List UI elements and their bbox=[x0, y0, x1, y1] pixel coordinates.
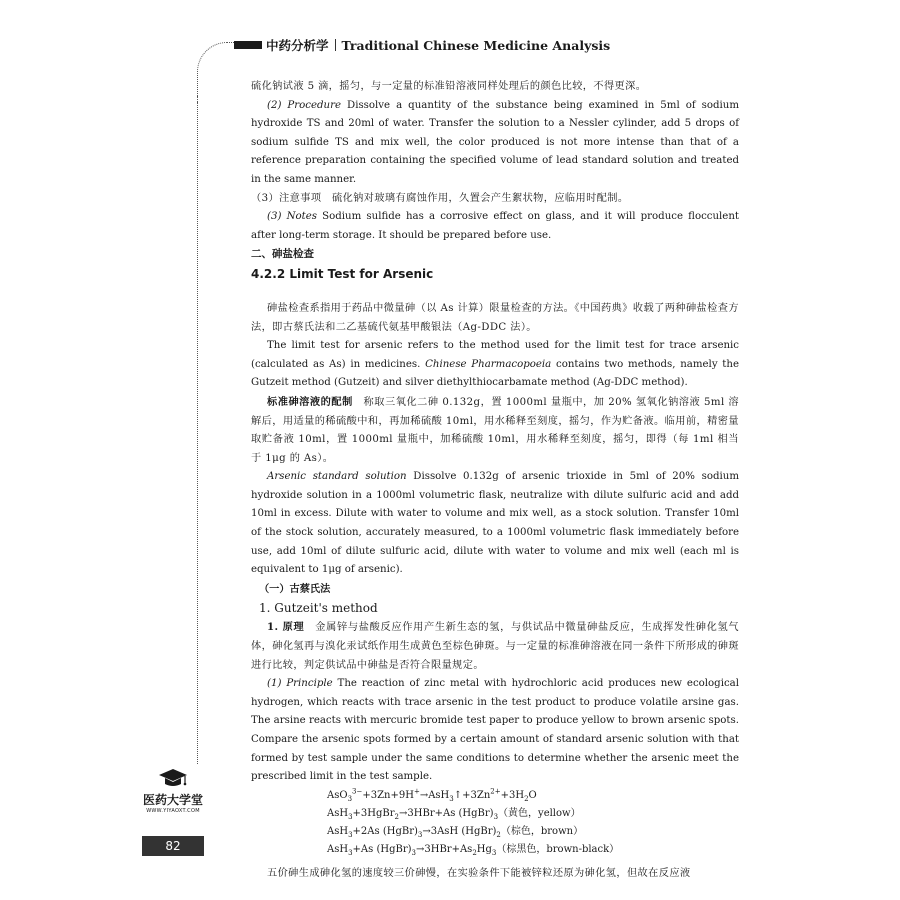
header-ornament-curve bbox=[197, 42, 238, 103]
standard-solution-label-en: Arsenic standard solution bbox=[267, 471, 407, 483]
reaction-equation-2: AsH$_3$+3HgBr$_2$→3HBr+As $(HgBr)_3$（黄色，yellow） bbox=[327, 807, 581, 821]
paragraph-notes-en bbox=[251, 208, 739, 245]
principle-label-en: (1) Principle bbox=[267, 678, 333, 690]
reaction-equation-3: AsH$_3$+2As $(HgBr)_3\to 3AsH$ $(HgBr)_2$（棕色，brown） bbox=[327, 825, 584, 839]
running-header bbox=[266, 36, 610, 54]
paragraph-standard-solution-en bbox=[251, 468, 739, 580]
equation-3-note: （棕色，brown） bbox=[500, 825, 584, 837]
header-bar-marker bbox=[234, 41, 262, 49]
pharmacopoeia-title: Chinese Pharmacopoeia bbox=[425, 358, 552, 370]
subsection-heading-zh: （一）古蔡氏法 bbox=[259, 582, 331, 595]
principle-label-zh: 1. 原理 bbox=[267, 621, 305, 634]
section-heading-zh: 二、砷盐检查 bbox=[251, 248, 314, 261]
running-header-zh: 中药分析学 bbox=[266, 38, 329, 53]
standard-solution-text-zh: 称取三氧化二砷 0.132g，置 1000ml 量瓶中，加 20% 氢氧化钠溶液 5ml 溶解后，用适量的稀硫酸中和，再加稀硫酸 10ml，用水稀释至刻度，摇匀，作为贮备液。临用前，精密量取贮备液 10ml，置 1000ml 量瓶中，加稀硫酸 10ml，用水稀释至刻度，摇匀，即得（每 1ml 相当于 1μg 的 As）。 bbox=[251, 396, 739, 464]
page-number: 82 bbox=[142, 836, 204, 856]
paragraph-principle-en bbox=[251, 675, 739, 787]
standard-solution-label-zh: 标准砷溶液的配制 bbox=[267, 395, 353, 408]
margin-dotted-line bbox=[197, 96, 198, 764]
paragraph-pentavalent-arsenic: 五价砷生成砷化氢的速度较三价砷慢，在实验条件下能被锌粒还原为砷化氢，但故在反应液 bbox=[267, 867, 691, 879]
section-heading-en: 4.2.2 Limit Test for Arsenic bbox=[251, 266, 434, 281]
header-separator bbox=[335, 39, 336, 51]
paragraph-procedure bbox=[251, 97, 739, 190]
section-spacer bbox=[251, 284, 739, 300]
paragraph-standard-solution-zh bbox=[251, 393, 739, 468]
body-text bbox=[251, 78, 739, 883]
logo-text: 医药大学堂 bbox=[142, 793, 203, 807]
subsection-heading-en: 1. Gutzeit's method bbox=[259, 601, 378, 616]
procedure-label: (2) Procedure bbox=[267, 99, 342, 111]
paragraph-principle-zh bbox=[251, 618, 739, 675]
principle-text-en: The reaction of zinc metal with hydrochloric acid produces new ecological hydrogen, which reacts with trace arsenic in the test product to produce volatile arsine gas. The arsine reacts with mercuric bromide test paper to produce yellow to brown arsenic spots. Compare the arsenic spots formed by a certain amount of standard arsenic solution with that formed by test sample under the same conditions to determine whether the arsenic meet the prescribed limit in the test sample. bbox=[251, 678, 739, 783]
running-header-en: Traditional Chinese Medicine Analysis bbox=[341, 38, 611, 53]
reaction-equation-1: $AsO_3^{3-}+3Zn+9H^+\to AsH_3↑+3Zn^{2+}+3H_2O$ bbox=[327, 787, 537, 803]
graduation-cap-icon bbox=[158, 767, 188, 789]
standard-solution-text-en: Dissolve 0.132g of arsenic trioxide in 5ml of 20% sodium hydroxide solution in a 1000ml volumetric flask, neutralize with dilute sulfuric acid and add 10ml in excess. Dilute with water to volume and mix well, as a stock solution. Transfer 10ml of the stock solution, accurately measured, to a 1000ml volumetric flask immediately before use, add 10ml of dilute sulfuric acid, dilute with water to volume and mix well (each ml is equivalent to 1μg of arsenic). bbox=[251, 471, 739, 576]
notes-text: Sodium sulfide has a corrosive effect on glass, and it will produce flocculent after long-term storage. It should be prepared before use. bbox=[251, 211, 739, 241]
reaction-equation-4: AsH$_3$+As $(HgBr)_3\to 3HBr+As_2Hg_3$（棕黑色，brown-black） bbox=[327, 843, 620, 857]
principle-text-zh: 金属锌与盐酸反应作用产生新生态的氢，与供试品中微量砷盐反应，生成挥发性砷化氢气体，砷化氢再与溴化汞试纸作用生成黄色至棕色砷斑。与一定量的标准砷溶液在同一条件下所形成的砷斑进行比较，判定供试品中砷盐是否符合限量规定。 bbox=[251, 622, 740, 671]
equation-2-note: （黄色，yellow） bbox=[498, 807, 581, 819]
intro-text-a: The limit test for arsenic refers to the method used for the limit test for trace arsenic (calculated as As) in medicines. bbox=[251, 340, 739, 370]
paragraph-arsenic-intro-en bbox=[251, 337, 739, 393]
paragraph-notes-zh: （3）注意事项 硫化钠对玻璃有腐蚀作用，久置会产生絮状物，应临用时配制。 bbox=[251, 192, 629, 204]
publisher-logo bbox=[142, 767, 204, 814]
intro-text-b: contains two methods, namely the Gutzeit method (Gutzeit) and silver diethylthiocarbamate method (Ag-DDC method). bbox=[251, 358, 739, 389]
paragraph-continued: 硫化钠试液 5 滴，摇匀，与一定量的标准铅溶液同样处理后的颜色比较，不得更深。 bbox=[251, 81, 647, 92]
logo-url: WWW.YIYAOXT.COM bbox=[146, 808, 200, 814]
notes-label: (3) Notes bbox=[267, 211, 317, 223]
procedure-text: Dissolve a quantity of the substance being examined in 5ml of sodium hydroxide TS and 20ml of water. Transfer the solution to a Nessler cylinder, add 5 drops of sodium sulfide TS and mix well, the color produced is not more intense than that of a reference preparation containing the specified volume of lead standard solution and treated in the same manner. bbox=[251, 99, 739, 185]
equation-4-note: （棕黑色，brown-black） bbox=[496, 843, 620, 855]
paragraph-arsenic-intro-zh: 砷盐检查系指用于药品中微量砷（以 As 计算）限量检查的方法。《中国药典》收载了两种砷盐检查方法，即古蔡氏法和二乙基硫代氨基甲酸银法（Ag-DDC 法）。 bbox=[251, 302, 739, 333]
